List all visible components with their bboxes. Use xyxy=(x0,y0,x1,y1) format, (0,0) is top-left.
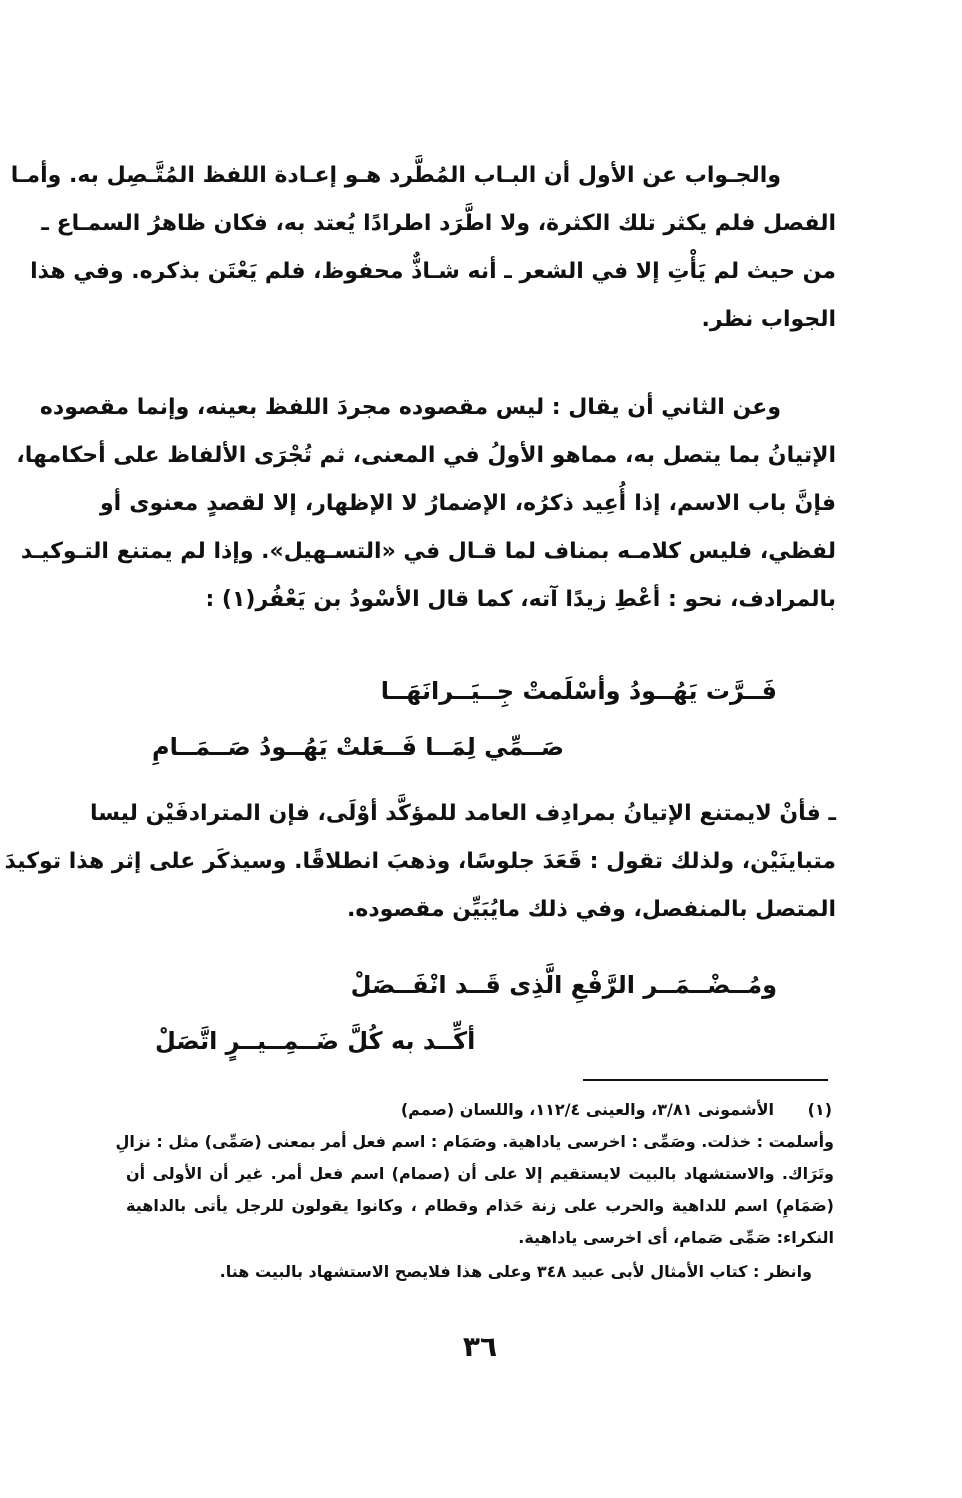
paragraph-line: الفصل فلم يكثر تلك الكثرة، ولا اطَّرَد اطرادًا يُعتد به، فكان ظاهرُ السمـاع ـ xyxy=(41,211,836,236)
verse-line-4: أكِّــد به كُلَّ ضَــمِــيــرٍ اتَّصَلْ xyxy=(155,1027,476,1055)
paragraph-line: بالمرادف، نحو : أعْطِ زيدًا آته، كما قال الأسْودُ بن يَعْفُر(١) : xyxy=(205,587,836,612)
paragraph-line: ـ فأنْ لايمتنع الإتيانُ بمرادِف العامد للمؤكَّد أوْلَى، فإن المترادفَيْن ليسا xyxy=(90,801,836,826)
paragraph-line: لفظي، فليس كلامـه بمناف لما قـال في «التسـهيل». وإذا لم يمتنع التـوكيـد xyxy=(20,539,836,564)
footnote-line: الأشمونى ٣/٨١، والعينى ١١٢/٤، واللسان (صمم) xyxy=(400,1100,774,1119)
footnote-marker: (١) xyxy=(807,1100,832,1119)
paragraph-2 xyxy=(16,384,836,624)
footnote-line: وانظر : كتاب الأمثال لأبى عبيد ٣٤٨ وعلى هذا فلايصح الاستشهاد بالبيت هنا. xyxy=(219,1262,812,1281)
footnote-line: النكراء: صَمِّى صَمام، أى اخرسى ياداهية. xyxy=(518,1228,834,1247)
paragraph-3 xyxy=(4,790,836,934)
paragraph-line: الإتيانُ بما يتصل به، مماهو الأولُ في المعنى، ثم تُجْرَى الألفاظ على أحكامها، xyxy=(16,443,836,468)
page-number: ٣٦ xyxy=(462,1330,498,1363)
paragraph-line: فإنَّ باب الاسم، إذا أُعِيد ذكرُه، الإضمارُ لا الإظهار، إلا لقصدٍ معنوى أو xyxy=(100,491,836,516)
paragraph-line: متباينَيْن، ولذلك تقول : قَعَدَ جلوسًا، وذهبَ انطلاقًا. وسيذكَر على إثر هذا توكيدَ xyxy=(4,849,836,874)
verse-line-2: صَــمِّي لِمَــا فَــعَلتْ يَهُــودُ صَــمَــامِ xyxy=(152,733,565,761)
paragraph-line: والجـواب عن الأول أن البـاب المُطَّرد هـو إعـادة اللفظ المُتَّـصِل به. وأمـا xyxy=(10,163,781,188)
footnote-line: وأسلمت : خذلت. وصَمِّى : اخرسى ياداهية. وصَمَام : اسم فعل أمر بمعنى (صَمِّى) مثل : نزالِ xyxy=(115,1132,834,1151)
paragraph-line: الجواب نظر. xyxy=(701,307,836,332)
verse-line-1: فَــرَّت يَهُــودُ وأسْلَمتْ جِــيَــرانَهَــا xyxy=(380,677,777,705)
footnote-line: وتَرَاك. والاستشهاد بالبيت لايستقيم إلا على أن (صمام) اسم فعل أمر. غير أن الأولى أن xyxy=(126,1164,834,1183)
paragraph-line: وعن الثاني أن يقال : ليس مقصوده مجردَ اللفظ بعينه، وإنما مقصوده xyxy=(39,395,781,420)
paragraph-line: من حيث لم يَأْتِ إلا في الشعر ـ أنه شـاذٌّ محفوظ، فلم يَعْتَن بذكره. وفي هذا xyxy=(30,259,836,284)
paragraph-1 xyxy=(10,152,836,344)
verse-line-3: ومُــضْــمَــر الرَّفْعِ الَّذِى قَــد انْفَــصَلْ xyxy=(350,971,777,999)
paragraph-line: المتصل بالمنفصل، وفي ذلك مايُبَيِّن مقصوده. xyxy=(347,897,836,922)
footnote-line: (صَمَامِ) اسم للداهية والحرب على زنة حَذام وقطام ، وكانوا يقولون للرجل يأتى بالداهية xyxy=(126,1196,834,1215)
footnote-separator xyxy=(583,1079,828,1081)
